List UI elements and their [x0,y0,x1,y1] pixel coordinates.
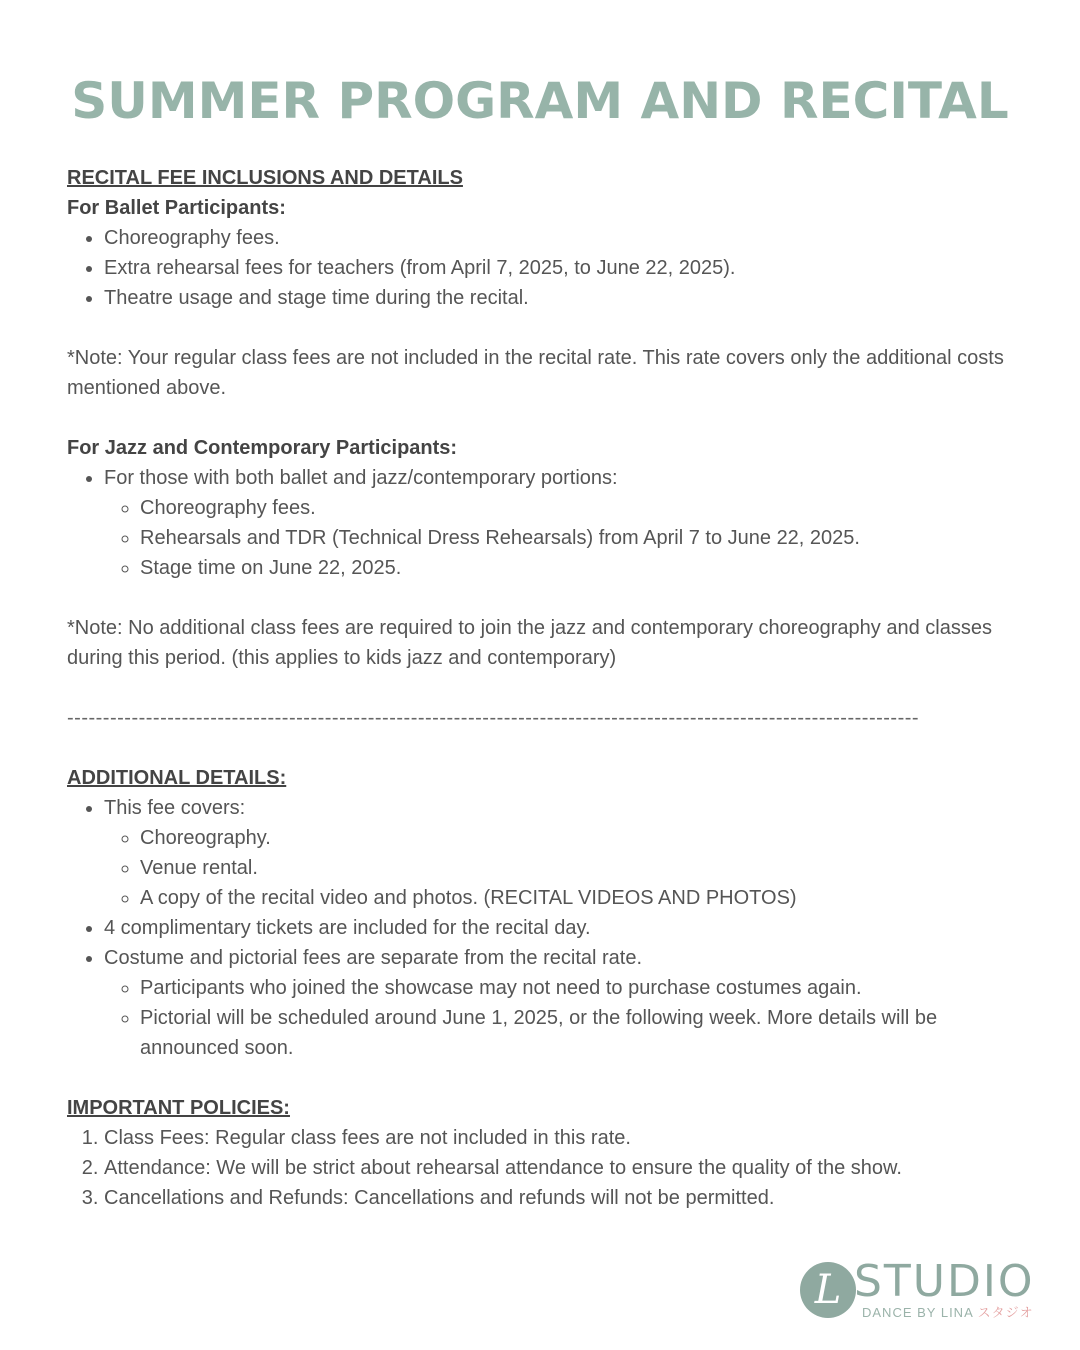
document-body [67,163,1027,1213]
covers-sublist [104,823,1027,913]
list-item: • Choreography fees. [104,223,1027,253]
list-item: • 4 complimentary tickets are included for the recital day. [104,913,1027,943]
page-title: SUMMER PROGRAM AND RECITAL [71,72,1009,130]
costume-sublist [104,973,1027,1063]
important-policies-heading: IMPORTANT POLICIES: [67,1097,290,1119]
list-item: 2. Attendance: We will be strict about rehearsal attendance to ensure the quality of the show. [104,1153,1027,1183]
list-item [104,793,1027,913]
list-item [104,463,1027,583]
jazz-subheading: For Jazz and Contemporary Participants: [67,437,458,459]
list-item: 1. Class Fees: Regular class fees are not included in this rate. [104,1123,1027,1153]
list-item: ◦ Stage time on June 22, 2025. [140,553,1027,583]
list-item: ◦ A copy of the recital video and photos. (RECITAL VIDEOS AND PHOTOS) [140,883,1027,913]
dashed-divider: ----------------------------------------------------------------------------------------------------------------------- [67,707,920,729]
list-item: ◦ Rehearsals and TDR (Technical Dress Rehearsals) from April 7 to June 22, 2025. [140,523,1027,553]
logo-mark-icon: L [800,1262,856,1318]
ballet-subheading: For Ballet Participants: [67,197,286,219]
list-item: ◦ Venue rental. [140,853,1027,883]
list-item [104,943,1027,1063]
list-item: ◦ Choreography fees. [140,493,1027,523]
jazz-note: *Note: No additional class fees are required to join the jazz and contemporary choreography and classes during this period. (this applies to kids jazz and contemporary) [67,617,992,669]
list-item-text: For those with both ballet and jazz/contemporary portions: [104,467,618,489]
ballet-list [67,223,1027,313]
list-item: 3. Cancellations and Refunds: Cancellations and refunds will not be permitted. [104,1183,1027,1213]
jazz-list [67,463,1027,583]
list-item: • Theatre usage and stage time during the recital. [104,283,1027,313]
policies-list [67,1123,1027,1213]
additional-list [67,793,1027,1063]
logo-tagline-jp: スタジオ [977,1305,1034,1320]
list-item-text: Costume and pictorial fees are separate from the recital rate. [104,947,643,969]
additional-details-heading: ADDITIONAL DETAILS: [67,767,287,789]
list-item: ◦ Pictorial will be scheduled around June 1, 2025, or the following week. More details will be announced soon. [140,1003,1027,1063]
list-item: ◦ Participants who joined the showcase may not need to purchase costumes again. [140,973,1027,1003]
logo-tagline [862,1302,1034,1321]
list-item: ◦ Choreography. [140,823,1027,853]
ballet-note: *Note: Your regular class fees are not included in the recital rate. This rate covers only the additional costs mentioned above. [67,347,1004,399]
logo-tagline-en: DANCE BY LINA [862,1305,974,1320]
jazz-sublist [104,493,1027,583]
list-item: • Extra rehearsal fees for teachers (from April 7, 2025, to June 22, 2025). [104,253,1027,283]
logo-wordmark: STUDIO [854,1256,1035,1307]
studio-logo [800,1256,1040,1324]
list-item-text: This fee covers: [104,797,246,819]
recital-fee-heading: RECITAL FEE INCLUSIONS AND DETAILS [67,167,463,189]
